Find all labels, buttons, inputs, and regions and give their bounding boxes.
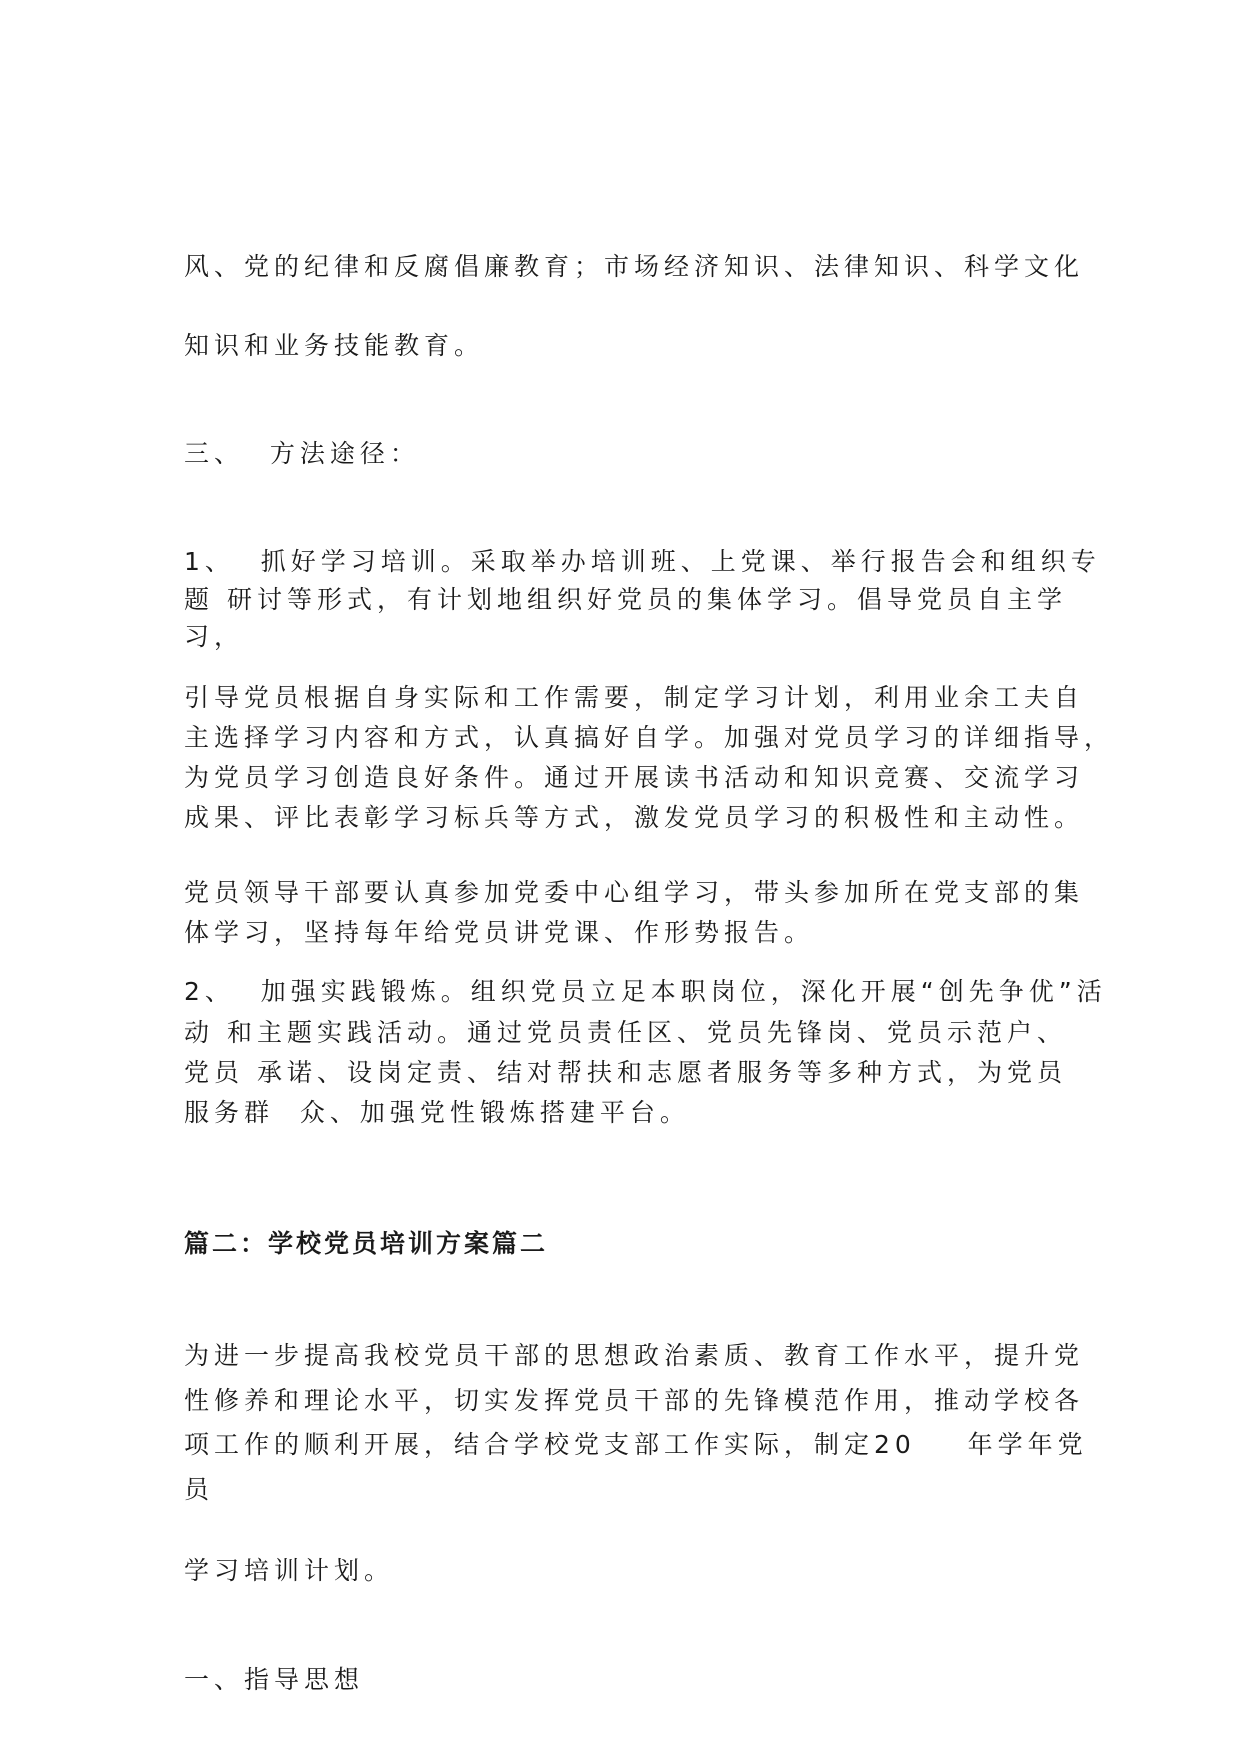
body-text-line: 为党员学习创造良好条件。通过开展读书活动和知识竞赛、交流学习 (184, 763, 1085, 792)
body-text-line: 2、 加强实践锻炼。组织党员立足本职岗位，深化开展“创先争优”活 (184, 977, 1107, 1006)
body-text-line: 成果、评比表彰学习标兵等方式，激发党员学习的积极性和主动性。 (184, 803, 1085, 832)
body-text-line: 体学习，坚持每年给党员讲党课、作形势报告。 (184, 918, 815, 947)
body-text-line: 习， (184, 622, 245, 651)
body-text-line: 主选择学习内容和方式，认真搞好自学。加强对党员学习的详细指导， (184, 723, 1115, 752)
body-text-line: 项工作的顺利开展，结合学校党支部工作实际，制定20 年学年党 (184, 1430, 1088, 1459)
body-text-line: 性修养和理论水平，切实发挥党员干部的先锋模范作用，推动学校各 (184, 1386, 1085, 1415)
body-text-line: 知识和业务技能教育。 (184, 331, 485, 360)
body-text-line: 服务群 众、加强党性锻炼搭建平台。 (184, 1098, 690, 1127)
body-text-line: 为进一步提高我校党员干部的思想政治素质、教育工作水平，提升党 (184, 1341, 1085, 1370)
section-heading: 三、 方法途径： (184, 439, 420, 468)
body-text-line: 引导党员根据自身实际和工作需要，制定学习计划，利用业余工夫自 (184, 683, 1085, 712)
chapter-heading: 篇二：学校党员培训方案篇二 (184, 1229, 549, 1258)
body-text-line: 动 和主题实践活动。通过党员责任区、党员先锋岗、党员示范户、 (184, 1018, 1067, 1047)
body-text-line: 风、党的纪律和反腐倡廉教育；市场经济知识、法律知识、科学文化 (184, 252, 1085, 281)
body-text-line: 党员 承诺、设岗定责、结对帮扶和志愿者服务等多种方式，为党员 (184, 1058, 1067, 1087)
body-text-line: 党员领导干部要认真参加党委中心组学习，带头参加所在党支部的集 (184, 878, 1085, 907)
body-text-line: 学习培训计划。 (184, 1556, 395, 1585)
section-heading: 一、指导思想 (184, 1665, 365, 1694)
body-text-line: 1、 抓好学习培训。采取举办培训班、上党课、举行报告会和组织专 (184, 547, 1101, 576)
body-text-line: 题 研讨等形式，有计划地组织好党员的集体学习。倡导党员自主学 (184, 585, 1067, 614)
body-text-line: 员 (184, 1475, 215, 1504)
